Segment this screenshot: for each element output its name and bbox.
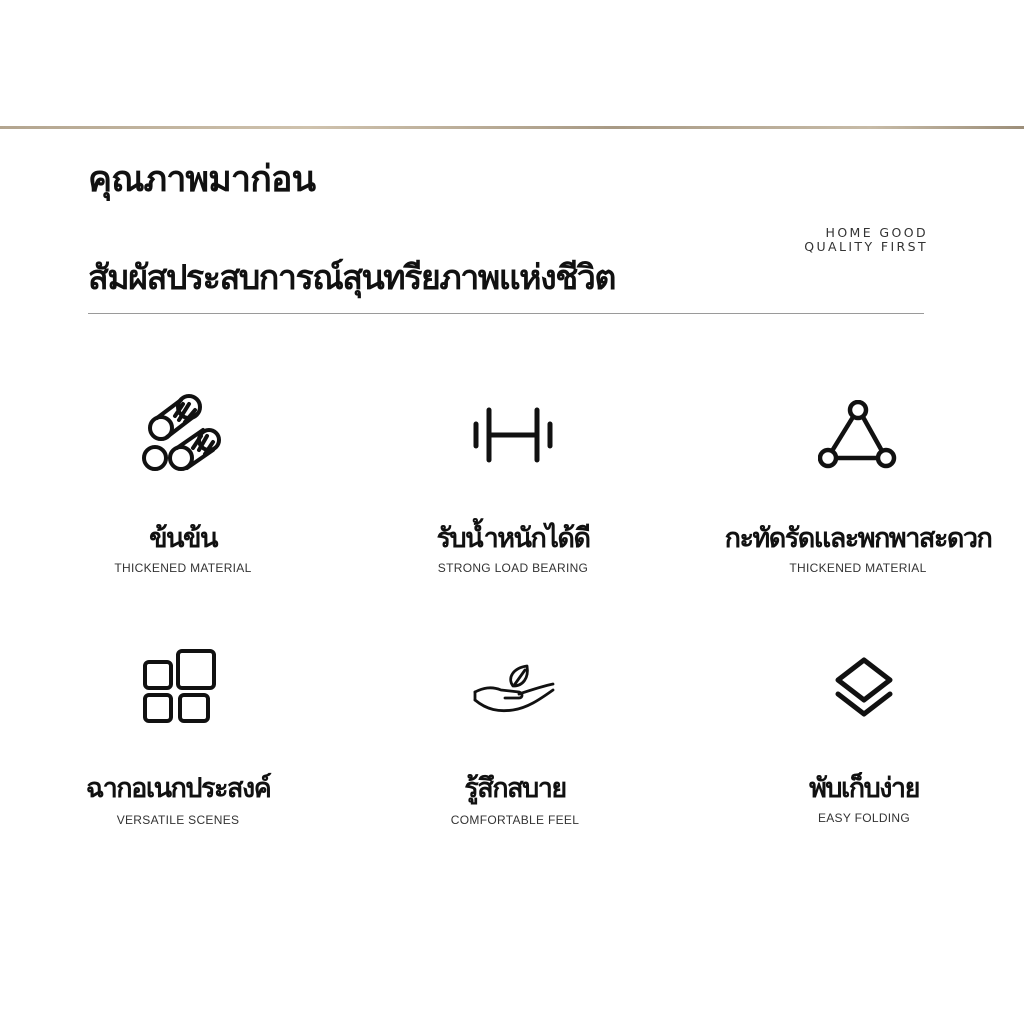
grid-squares-icon: [142, 648, 220, 726]
feature-title: ข้นข้น: [149, 523, 217, 554]
feature-subtitle: THICKENED MATERIAL: [789, 561, 927, 575]
feature-subtitle: COMFORTABLE FEEL: [450, 813, 580, 827]
feature-load-bearing: [343, 380, 683, 590]
feature-title: รู้สึกสบาย: [464, 773, 566, 804]
feature-subtitle: STRONG LOAD BEARING: [437, 561, 589, 575]
headline-aesthetic-experience: สัมผัสประสบการณ์สุนทรียภาพแห่งชีวิต: [88, 258, 615, 298]
brand-line-2: QUALITY FIRST: [804, 239, 928, 254]
header-divider: [88, 313, 924, 314]
feature-subtitle: THICKENED MATERIAL: [114, 561, 252, 575]
feature-subtitle: VERSATILE SCENES: [116, 813, 240, 827]
feature-easy-folding: [694, 640, 1024, 840]
feature-subtitle: EASY FOLDING: [817, 811, 911, 825]
feature-title: กะทัดรัดและพกพาสะดวก: [724, 523, 992, 554]
logs-icon: [141, 390, 225, 474]
feature-title: รับน้ำหนักได้ดี: [436, 523, 590, 554]
headline-quality-first: คุณภาพมาก่อน: [88, 159, 316, 200]
top-decorative-rule: [0, 126, 1024, 129]
brand-tagline: [804, 226, 928, 254]
triangle-nodes-icon: [818, 400, 898, 472]
hand-leaf-icon: [473, 660, 557, 716]
feature-title: ฉากอเนกประสงค์: [85, 773, 271, 804]
feature-compact-portable: [688, 380, 1024, 590]
feature-comfortable: [345, 640, 685, 840]
brand-line-1: HOME GOOD: [825, 225, 928, 240]
feature-versatile: [8, 640, 348, 840]
dumbbell-icon: [473, 402, 553, 466]
layers-icon: [832, 656, 896, 722]
feature-title: พับเก็บง่าย: [809, 773, 919, 804]
feature-thickened: [13, 380, 353, 590]
